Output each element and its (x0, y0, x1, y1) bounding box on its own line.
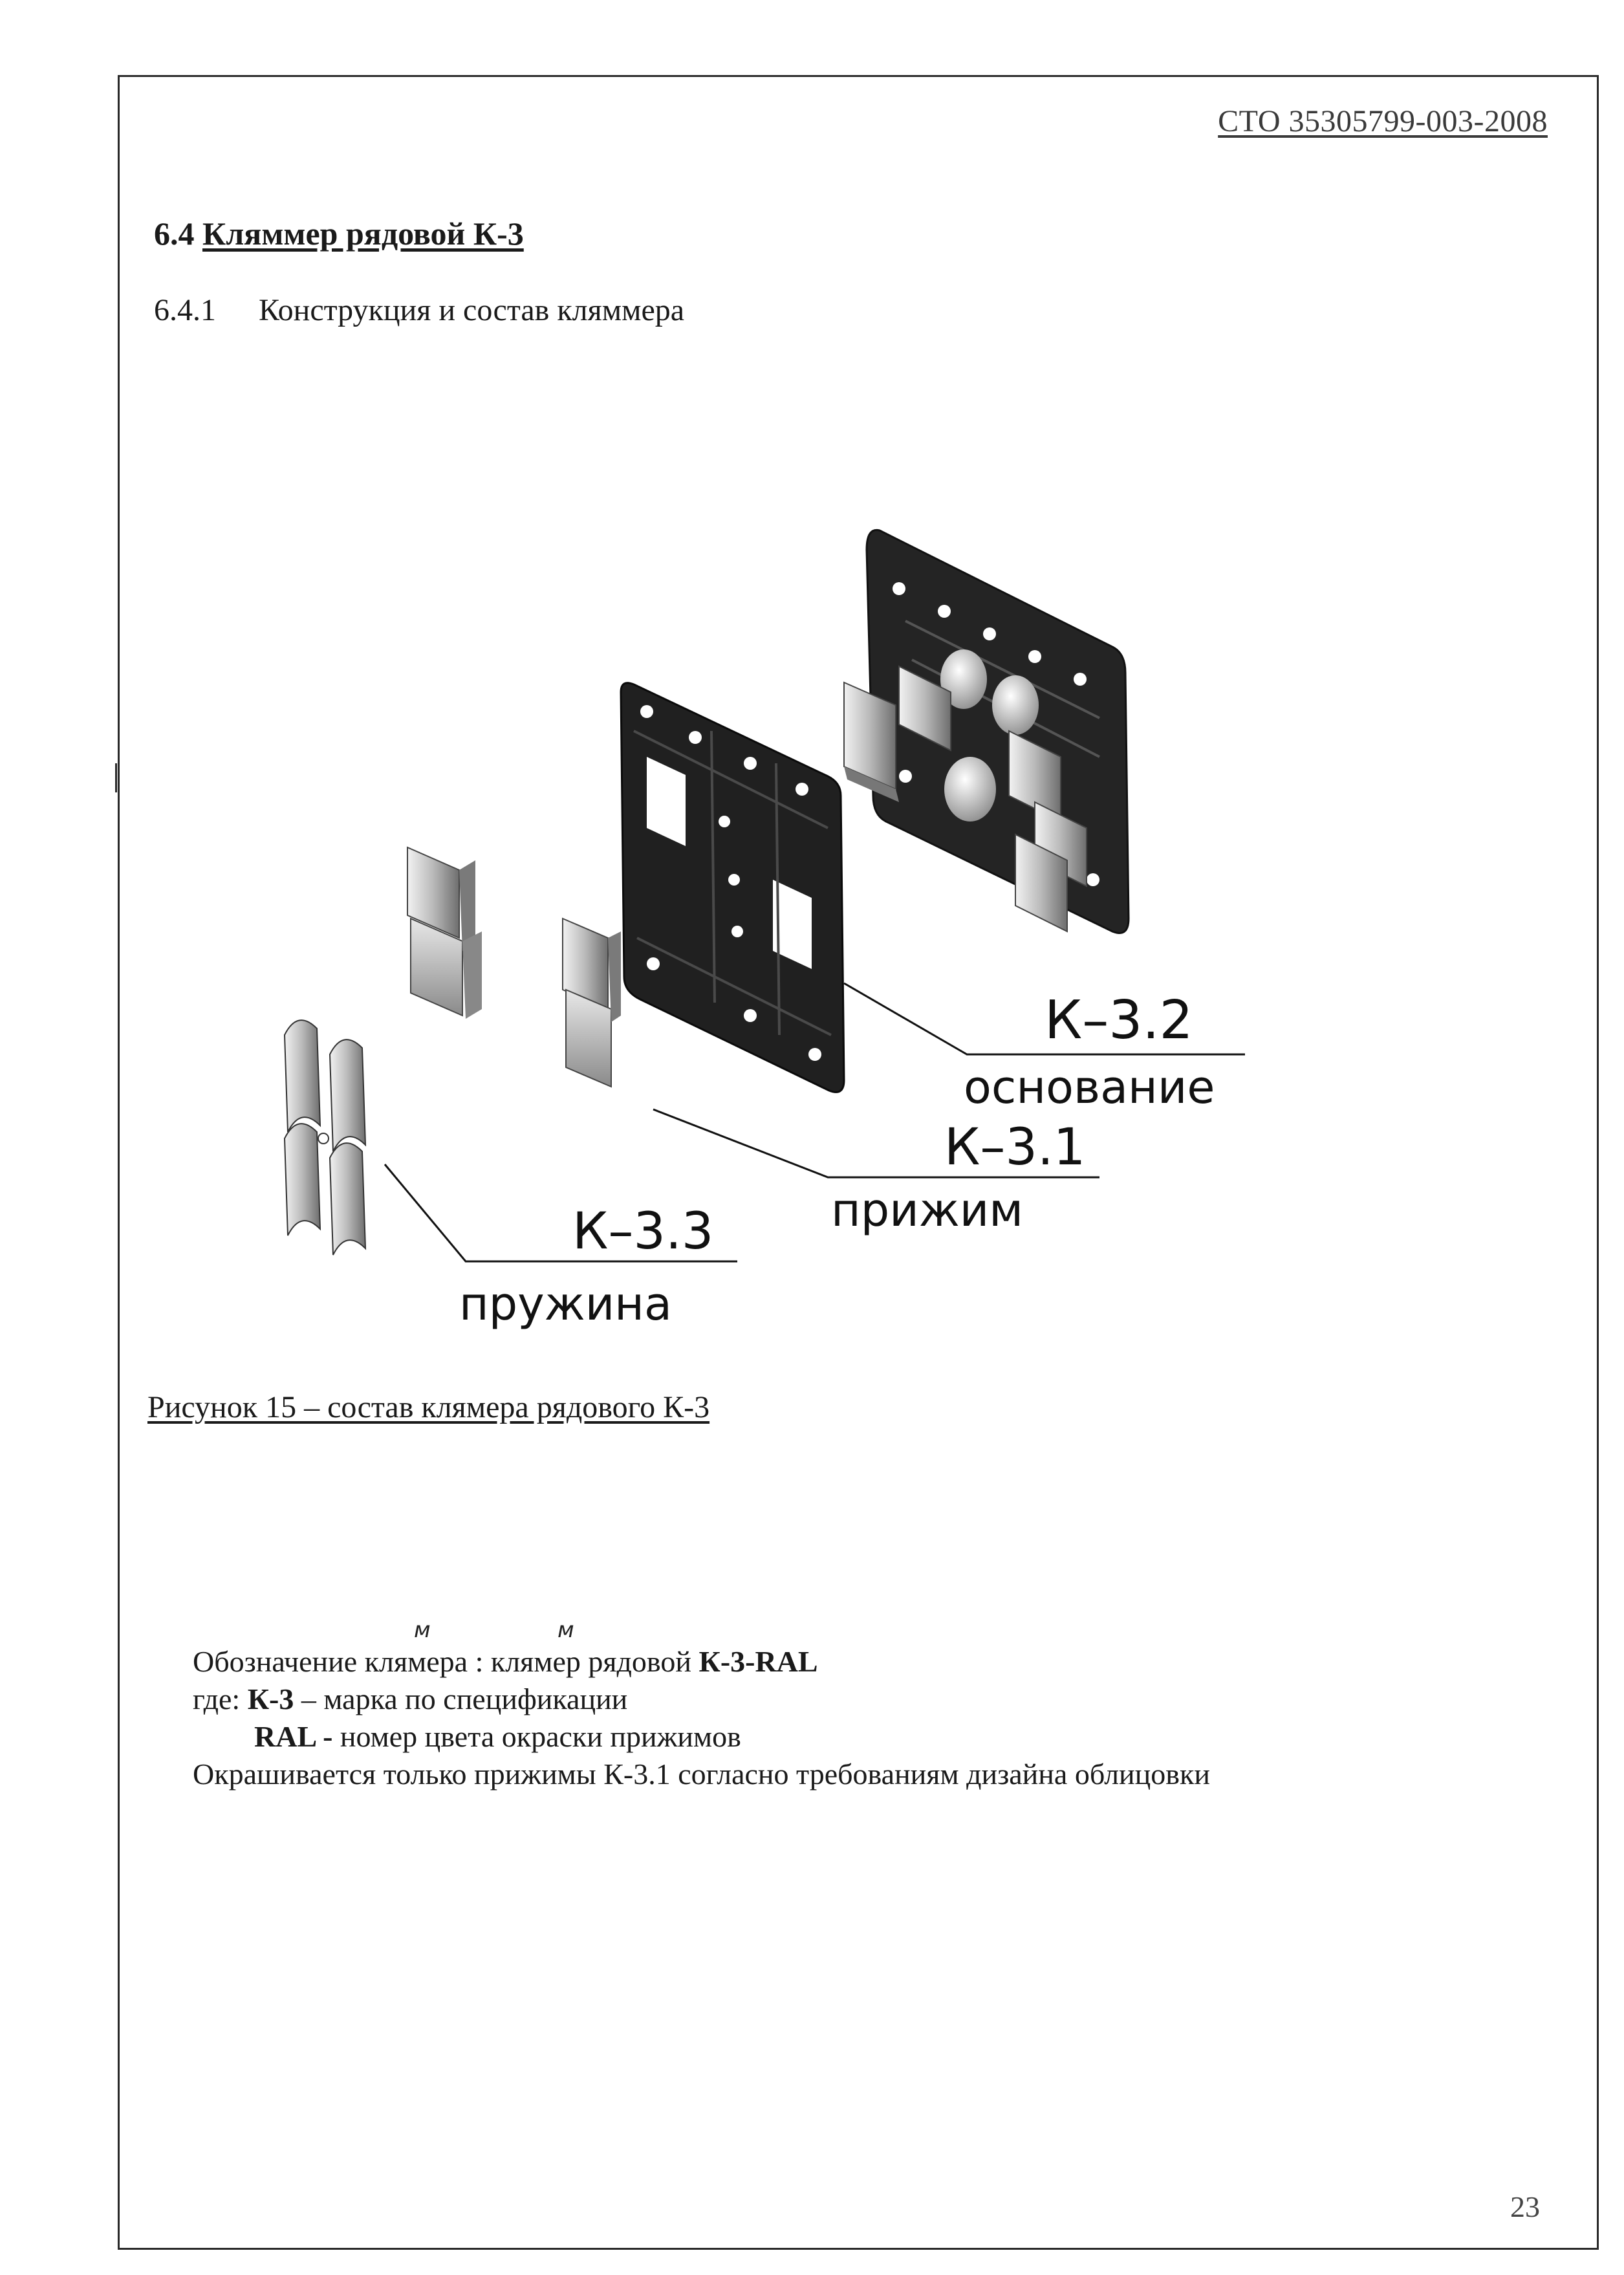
clamp-assembly-figure (259, 517, 1268, 1333)
clip-k31 (563, 919, 621, 1087)
label-k31-code: К–3.1 (944, 1118, 1086, 1177)
designation-text-c: мер рядовой (534, 1645, 699, 1678)
label-k33-code: К–3.3 (572, 1203, 714, 1261)
handwritten-correction-1: м (414, 1617, 431, 1643)
label-k33-name: пружина (459, 1278, 672, 1331)
section-heading (154, 215, 524, 252)
spring-k33 (285, 1020, 365, 1255)
designation-text-a: Обозначение кля (193, 1645, 408, 1678)
subsection-title: Конструкция и состав кляммера (259, 293, 685, 327)
subsection-number: 6.4.1 (154, 293, 216, 327)
painting-note: Окрашивается только прижимы К-3.1 согласно требованиям дизайна облицовки (193, 1758, 1210, 1791)
label-k31-name: прижим (831, 1184, 1024, 1237)
handwritten-correction-2: м (558, 1617, 574, 1643)
figure-caption: Рисунок 15 – состав клямера рядового К-3 (147, 1390, 710, 1424)
label-k32-code: К–3.2 (1045, 990, 1193, 1051)
ral-text: номер цвета окраски прижимов (332, 1720, 741, 1753)
base-plate-k32 (621, 683, 844, 1093)
designation-text-b: мера : кля (407, 1645, 534, 1678)
frame-mark (115, 763, 117, 792)
where-line (193, 1681, 1210, 1718)
clip-spare (407, 847, 482, 1019)
section-number: 6.4 (154, 215, 195, 252)
section-title: Кляммер рядовой К-3 (202, 215, 524, 252)
designation-line (193, 1643, 1210, 1681)
where-text: – марка по спецификации (294, 1682, 628, 1715)
ral-mark: RAL - (254, 1720, 333, 1753)
document-code: СТО 35305799-003-2008 (1218, 104, 1548, 138)
designation-block (193, 1643, 1210, 1793)
where-mark: К-3 (247, 1682, 294, 1715)
label-k32-name: основание (964, 1061, 1215, 1114)
assembled-base-plate (844, 530, 1129, 933)
ral-line (193, 1718, 1210, 1756)
designation-mark: К-3-RAL (698, 1645, 818, 1678)
page-number: 23 (1510, 2190, 1540, 2223)
where-prefix: где: (193, 1682, 248, 1715)
subsection-heading (154, 292, 684, 328)
